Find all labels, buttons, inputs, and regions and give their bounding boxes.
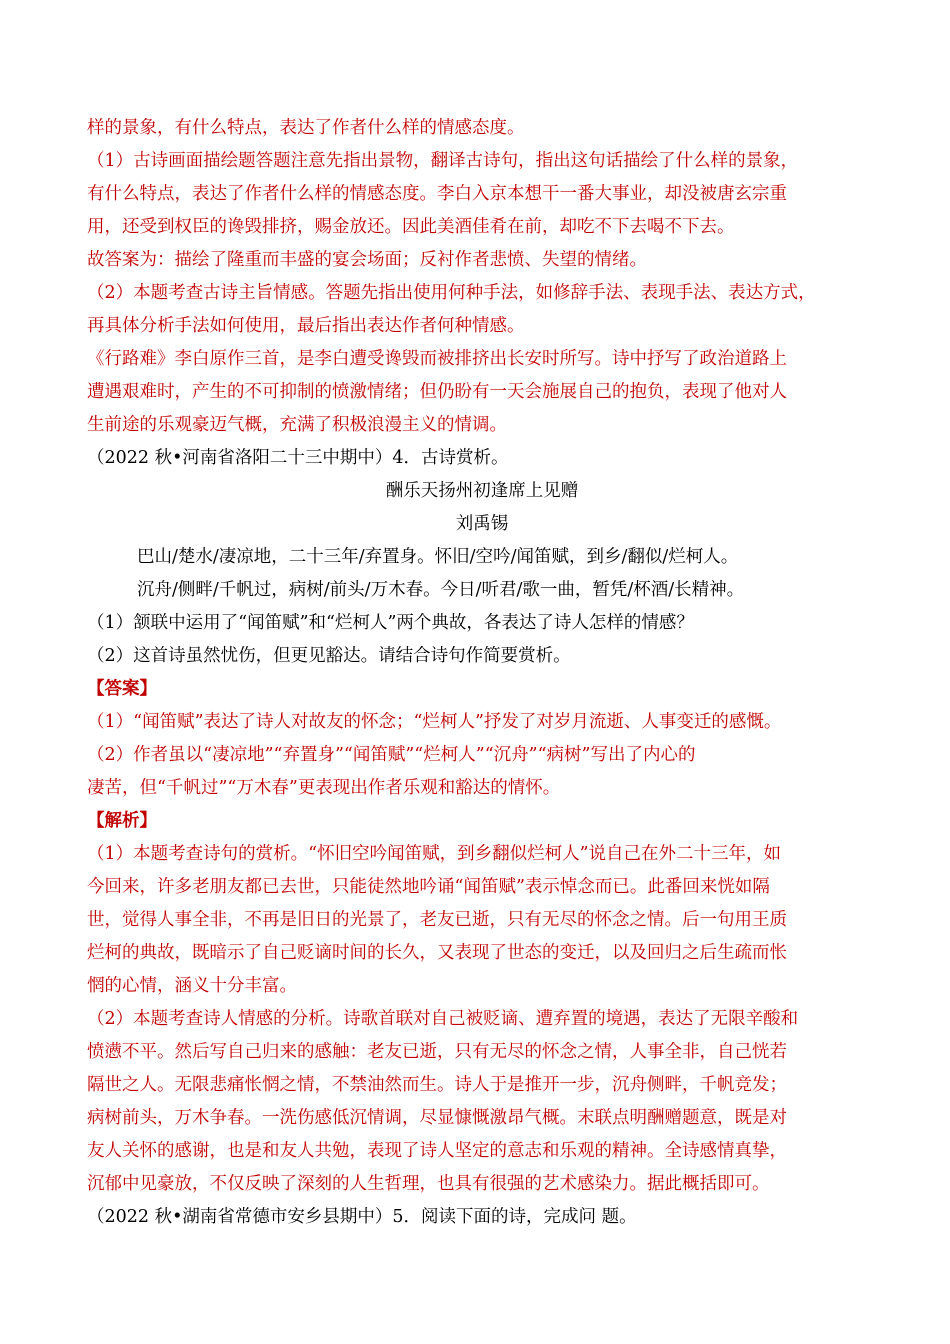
prev-answer-2: [87, 277, 877, 343]
poem-line: 沉舟/侧畔/千帆过，病树/前头/万木春。今日/听君/歌一曲，暂凭/杯酒/长精神。: [137, 580, 745, 600]
text-line: 沉郁中见豪放，不仅反映了深刻的人生哲理，也具有很强的艺术感染力。据此概括即可。: [87, 1174, 770, 1194]
poem-line: 巴山/楚水/凄凉地，二十三年/弃置身。怀旧/空吟/闻笛赋，到乡/翻似/烂柯人。: [137, 547, 739, 567]
text-line: 今回来，许多老朋友都已去世，只能徒然地吟诵“闻笛赋”表示悼念而已。此番回来恍如隔: [87, 877, 770, 897]
text-line: 愤懑不平。然后写自己归来的感触：老友已逝，只有无尽的怀念之情，人事全非，自己恍若: [87, 1042, 787, 1062]
text-line: （1）古诗画面描绘题答题注意先指出景物，翻译古诗句，指出这句话描绘了什么样的景象，: [87, 151, 799, 171]
text-line: 有什么特点，表达了作者什么样的情感态度。李白入京本想干一番大事业，却没被唐玄宗重: [87, 184, 787, 204]
text-line: 生前途的乐观豪迈气概，充满了积极浪漫主义的情调。: [87, 415, 507, 435]
text-line: 遭遇艰难时，产生的不可抑制的愤激情绪；但仍盼有一天会施展自己的抱负，表现了他对人: [87, 382, 787, 402]
prev-answer-1: [87, 145, 877, 244]
text-line: 用，还受到权臣的谗毁排挤，赐金放还。因此美酒佳肴在前，却吃不下去喝不下去。: [87, 217, 735, 237]
analysis-tag: 【解析】: [87, 811, 157, 831]
text-line: 《行路难》李白原作三首，是李白遭受谗毁而被排挤出长安时所写。诗中抒写了政治道路上: [87, 349, 787, 369]
text-line: （2）本题考查诗人情感的分析。诗歌首联对自己被贬谪、遭弃置的境遇，表达了无限辛酸和: [87, 1009, 799, 1029]
poem-author: 刘禹锡: [455, 514, 509, 534]
text-line: （1）本题考查诗句的赏析。“怀旧空吟闻笛赋，到乡翻似烂柯人”说自己在外二十三年，如: [87, 844, 782, 864]
question-source: （2022 秋•湖南省常德市安乡县期中）5．阅读下面的诗，完成问 题。: [87, 1207, 637, 1227]
prev-answer-2-detail: [87, 343, 877, 442]
document-page: [87, 112, 877, 1234]
question-item: （2）这首诗虽然忧伤，但更见豁达。请结合诗句作简要赏析。: [87, 646, 571, 666]
text-line: 烂柯的典故，既暗示了自己贬谪时间的长久，又表现了世态的变迁，以及回归之后生疏而怅: [87, 943, 787, 963]
text-line: 惘的心情，涵义十分丰富。: [87, 976, 297, 996]
question-item: （1）颔联中运用了“闻笛赋”和“烂柯人”两个典故，各表达了诗人怎样的情感？: [87, 613, 694, 633]
text-line: （2）本题考查古诗主旨情感。答题先指出使用何种手法，如修辞手法、表现手法、表达方式，: [87, 283, 816, 303]
answer-line: （2）作者虽以“凄凉地”“弃置身”“闻笛赋”“烂柯人”“沉舟”“病树”写出了内心的: [87, 745, 696, 765]
text-line: 病树前头，万木争春。一洗伤感低沉情调，尽显慷慨激昂气概。末联点明酬赠题意，既是对: [87, 1108, 787, 1128]
text-line: 再具体分析手法如何使用，最后指出表达作者何种情感。: [87, 316, 525, 336]
prev-answer-line: 样的景象，有什么特点，表达了作者什么样的情感态度。: [87, 118, 525, 138]
text-line: 世，觉得人事全非，不再是旧日的光景了，老友已逝，只有无尽的怀念之情。后一句用王质: [87, 910, 787, 930]
answer-tag: 【答案】: [87, 679, 157, 699]
question-source: （2022 秋•河南省洛阳二十三中期中）4．古诗赏析。: [87, 448, 509, 468]
text-line: 隔世之人。无限悲痛怅惘之情，不禁油然而生。诗人于是推开一步，沉舟侧畔，千帆竞发；: [87, 1075, 787, 1095]
answer-line: 凄苦，但“千帆过”“万木春”更表现出作者乐观和豁达的情怀。: [87, 778, 561, 798]
analysis-1: [87, 838, 877, 1003]
text-line: 友人关怀的感谢，也是和友人共勉，表现了诗人坚定的意志和乐观的精神。全诗感情真挚，: [87, 1141, 787, 1161]
answer-line: （1）“闻笛赋”表达了诗人对故友的怀念；“烂柯人”抒发了对岁月流逝、人事变迁的感慨。: [87, 712, 782, 732]
poem-title: 酬乐天扬州初逢席上见赠: [385, 481, 579, 501]
analysis-2: [87, 1003, 877, 1201]
prev-answer-conclusion: 故答案为：描绘了隆重而丰盛的宴会场面；反衬作者悲愤、失望的情绪。: [87, 250, 647, 270]
